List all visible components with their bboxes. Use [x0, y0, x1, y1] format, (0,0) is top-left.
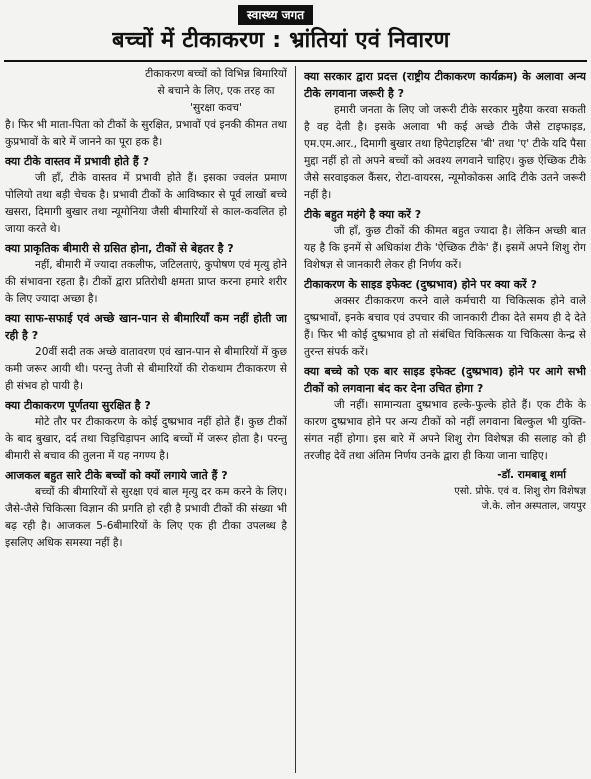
question-8: टीकाकरण के साइड इफेक्ट (दुष्प्रभाव) होने पर क्या करें ? — [304, 278, 537, 291]
answer-4: मोटे तौर पर टीकाकरण के कोई दुष्प्रभाव नहीं होते हैं। कुछ टीकों के बाद बुखार, दर्द तथा चिड़चिड़ापन आदि बच्चों में जरूर होता है। परन्तु बीमारी से बचाव की तुलना में यह नगण्य है। — [5, 416, 287, 462]
right-column — [304, 66, 586, 773]
question-2: क्या प्राकृतिक बीमारी से ग्रसित होना, टीकों से बेहतर है ? — [5, 242, 234, 255]
author-hospital: जे.के. लोन अस्पताल, जयपुर — [481, 501, 586, 512]
author-signature: -डॉ. रामबाबू शर्मा — [497, 469, 566, 481]
question-5: आजकल बहुत सारे टीके बच्चों को क्यों लगाये जाते हैं ? — [5, 469, 228, 482]
author-designation: एसो. प्रोफे. एवं व. शिशु रोग विशेषज्ञ — [454, 486, 586, 497]
question-9: क्या बच्चे को एक बार साइड इफेक्ट (दुष्प्रभाव) होने पर आगे सभी टीकों को लगवाना बंद कर देना उचित होगा ? — [304, 365, 586, 395]
question-6: क्या सरकार द्वारा प्रदत्त (राष्ट्रीय टीकाकरण कार्यक्रम) के अलावा अन्य टीके लगवाना जरूरी है ? — [304, 70, 586, 100]
section-tag: स्वास्थ्य जगत — [238, 5, 313, 25]
question-3: क्या साफ-सफाई एवं अच्छे खान-पान से बीमारियाँ कम नहीं होती जा रही है ? — [5, 312, 287, 342]
answer-9: जी नहीं। सामान्यता दुष्प्रभाव हल्के-फुल्के होते हैं। एक टीके के कारण दुष्प्रभाव होने पर अन्य टीकों को नहीं लगवाना बिल्कुल भी युक्ति-संगत नहीं होगा। इस बारे में अपने शिशु रोग विशेषज्ञ की सलाह को ही तरजीह देवें तथा अंतिम निर्णय उनके द्वारा ही किया जाना चाहिए। — [304, 399, 586, 462]
intro-lead: टीकाकरण बच्चों को विभिन्न बिमारियों से बचाने के लिए, एक तरह का 'सुरक्षा कवच' — [145, 68, 287, 114]
answer-7: जी हाँ, कुछ टीकों की कीमत बहुत ज्यादा है। लेकिन अच्छी बात यह है कि इनमें से अधिकांश टीके 'ऐच्छिक टीके' हैं। इसमें अपने शिशु रोग विशेषज्ञ से जानकारी लेकर ही निर्णय करें। — [304, 225, 586, 271]
question-4: क्या टीकाकरण पूर्णतया सुरक्षित है ? — [5, 399, 151, 412]
question-1: क्या टीके वास्तव में प्रभावी होते हैं ? — [5, 155, 149, 168]
headline-rule — [4, 60, 587, 62]
headline: बच्चों में टीकाकरण : भ्रांतियां एवं निवारण — [112, 28, 450, 53]
answer-6: हमारी जनता के लिए जो जरूरी टीके सरकार मुहैया करवा सकती है वह देती है। इसके अलावा भी कई अच्छे टीके जैसे टाइफाइड, एम.एम.आर., दिमागी बुखार तथा हिपेटाइटिस 'बी' तथा 'ए' टीके यदि पैसा मुद्दा नहीं हो तो अपने बच्चों को अवश्य लगवाने चाहिए। कुछ ऐच्छिक टीके जैसे सरवाइकल कैंसर, रोटा-वायरस, न्यूमोकोकस आदि टीके उतने जरूरी नहीं है। — [304, 104, 586, 201]
answer-2: नहीं, बीमारी में ज्यादा तकलीफ, जटिलताएं, कुपोषण एवं मृत्यु होने की संभावना रहता है। टीकों द्वारा प्रतिरोधी क्षमता प्राप्त करना हमारे शरीर के लिए ज्यादा अच्छा है। — [5, 259, 287, 305]
answer-3: 20वीं सदी तक अच्छे वातावरण एवं खान-पान से बीमारियों में कुछ कमी जरूर आयी थी। परन्तु तेजी से बीमारियों की रोकथाम टीकाकरण से ही संभव हो पायी है। — [5, 346, 287, 392]
left-column — [5, 66, 287, 773]
answer-8: अक्सर टीकाकरण करने वाले कर्मचारी या चिकित्सक होने वाले दुष्प्रभावों, इनके बचाव एवं उपचार की जानकारी टीका देते समय ही दे देते हैं। फिर भी कोई दुष्प्रभाव हो तो संबंधित चिकित्सक या चिकित्सा केन्द्र से तुरन्त संपर्क करें। — [304, 295, 586, 358]
column-divider — [295, 66, 296, 773]
question-7: टीके बहुत महंगे है क्या करें ? — [304, 208, 422, 221]
answer-5: बच्चों की बीमारियों से सुरक्षा एवं बाल मृत्यु दर कम करने के लिए। जैसे-जैसे चिकित्सा विज्ञान की प्रगति हो रही है प्रभावी टीकों की संख्या भी बढ़ रही है। आजकल 5-6बीमारियों के लिए एक ही टीका उपलब्ध है इसलिए अधिक समस्या नहीं है। — [5, 486, 287, 549]
answer-1: जी हाँ, टीके वास्तव में प्रभावी होते हैं। इसका ज्वलंत प्रमाण पोलियो तथा बड़ी चेचक है। प्रभावी टीकों के आविष्कार से पूर्व लाखों बच्चे खसरा, दिमागी बुखार तथा न्यूमोनिया जैसी बीमारियों से काल-कवलित हो जाया करते थे। — [5, 172, 287, 235]
intro-paragraph: है। फिर भी माता-पिता को टीकों के सुरक्षित, प्रभावों एवं इनकी कीमत तथा कुप्रभावों के बारे में जानने का पूरा हक है। — [5, 119, 287, 148]
